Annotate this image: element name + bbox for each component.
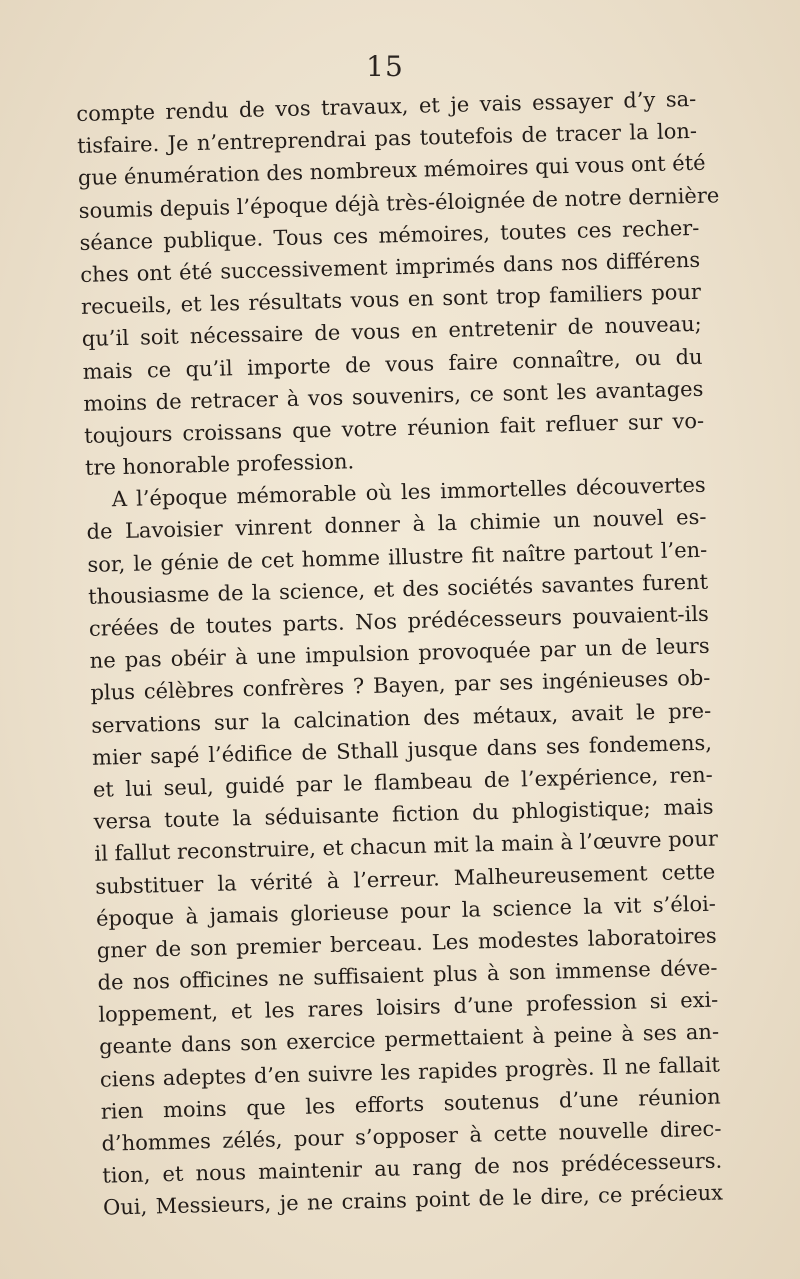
text-line: tre honorable profession.	[84, 449, 355, 480]
text-line: ches ont été successivement imprimés dans nos différens	[80, 247, 701, 287]
text-line: d’hommes zélés, pour s’opposer à cette nouvelle direc-	[101, 1116, 722, 1156]
text-line: sor, le génie de cet homme illustre fit naître partout l’en-	[87, 537, 708, 577]
text-line: loppement, et les rares loisirs d’une profession si exi-	[98, 987, 719, 1027]
page-number: 15	[366, 50, 404, 83]
text-line: servations sur la calcination des métaux, avait le pre-	[91, 698, 712, 738]
text-line: plus célèbres confrères ? Bayen, par ses ingénieuses ob-	[90, 666, 711, 706]
text-line: qu’il soit nécessaire de vous en entretenir de nouveau;	[81, 312, 703, 352]
text-line: gner de son premier berceau. Les modestes laboratoires	[96, 923, 717, 963]
text-line: versa toute la séduisante fiction du phlogistique; mais	[93, 794, 714, 834]
text-line: et lui seul, guidé par le flambeau de l’expérience, ren-	[92, 762, 714, 802]
text-line: tisfaire. Je n’entreprendrai pas toutefois de tracer la lon-	[76, 119, 698, 159]
text-line: compte rendu de vos travaux, et je vais essayer d’y sa-	[76, 86, 697, 126]
text-line: de Lavoisier vinrent donner à la chimie un nouvel es-	[86, 505, 707, 545]
text-line: soumis depuis l’époque déjà très-éloignée de notre dernière	[78, 182, 720, 223]
text-line: de nos officines ne suffisaient plus à son immense déve-	[97, 955, 718, 995]
text-line: mier sapé l’édifice de Sthall jusque dans ses fondemens,	[91, 730, 713, 770]
text-line: séance publique. Tous ces mémoires, toutes ces recher-	[79, 215, 700, 255]
text-line: gue énumération des nombreux mémoires qui vous ont été	[77, 151, 706, 191]
text-line: mais ce qu’il importe de vous faire connaître, ou du	[82, 344, 703, 384]
text-line: Oui, Messieurs, je ne crains point de le dire, ce précieux	[102, 1180, 724, 1221]
text-line: il fallut reconstruire, et chacun mit la main à l’œuvre pour	[94, 826, 719, 867]
text-line: rien moins que les efforts soutenus d’une réunion	[100, 1084, 721, 1124]
text-line: ne pas obéir à une impulsion provoquée par un de leurs	[89, 633, 710, 674]
body-text	[76, 83, 723, 1224]
text-line: moins de retracer à vos souvenirs, ce sont les avantages	[83, 376, 704, 416]
text-line: recueils, et les résultats vous en sont trop familiers pour	[80, 279, 702, 320]
text-line: substituer la vérité à l’erreur. Malheureusement cette	[94, 859, 716, 899]
text-line: créées de toutes parts. Nos prédécesseurs pouvaient-ils	[88, 601, 710, 641]
text-line: thousiasme de la science, et des sociétés savantes furent	[87, 569, 709, 609]
text-line: époque à jamais glorieuse pour la science la vit s’éloi-	[95, 891, 717, 931]
text-line: geante dans son exercice permettaient à peine à ses an-	[98, 1020, 720, 1060]
text-line: ciens adeptes d’en suivre les rapides progrès. Il ne fallait	[99, 1052, 721, 1092]
text-line: A l’époque mémorable où les immortelles découvertes	[111, 472, 706, 512]
text-line: toujours croissans que votre réunion fait refluer sur vo-	[83, 408, 705, 448]
text-line: tion, et nous maintenir au rang de nos prédécesseurs.	[102, 1148, 723, 1188]
